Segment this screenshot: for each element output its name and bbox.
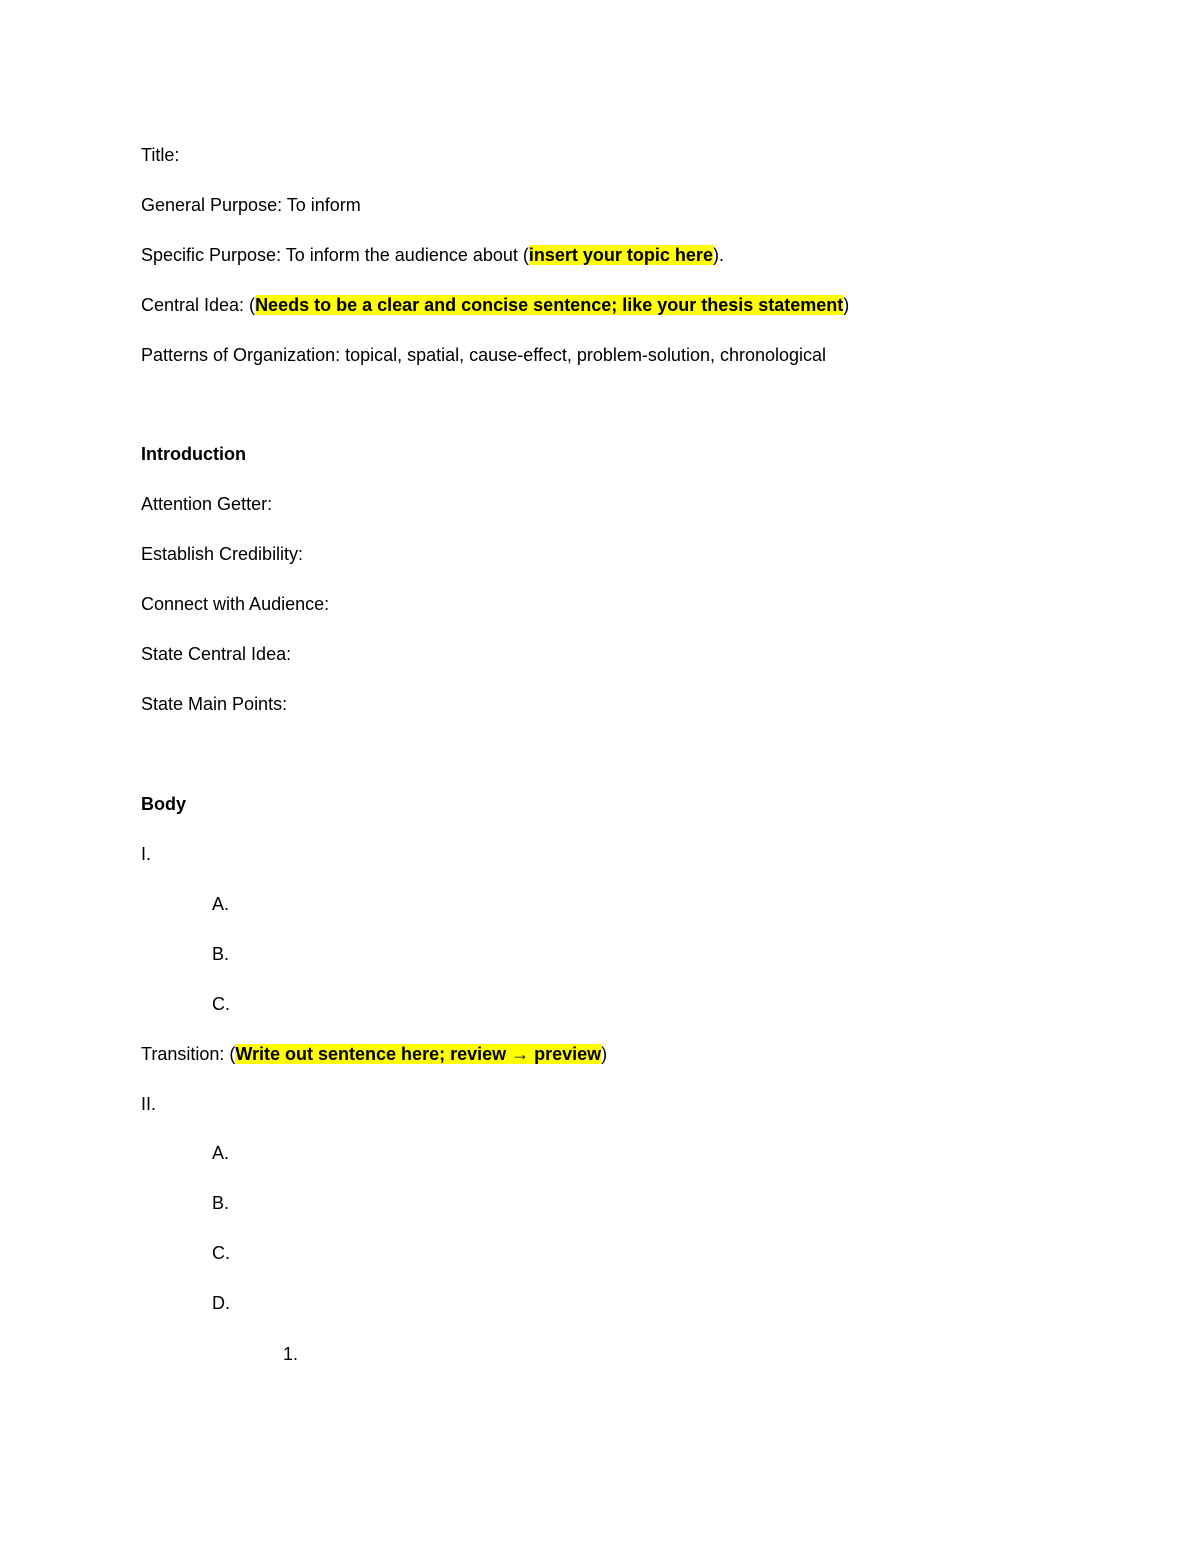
main-point-1-numeral: I.: [141, 844, 152, 864]
point-2-sub-a: A.: [212, 1143, 230, 1163]
central-idea: [141, 292, 849, 318]
point-2-sub-b: B.: [212, 1193, 230, 1213]
transition-suffix: ): [601, 1044, 608, 1064]
main-point-2-numeral: II.: [141, 1094, 157, 1114]
intro-item-state-central-idea: State Central Idea:: [141, 644, 292, 664]
general-purpose: General Purpose: To inform: [141, 195, 361, 215]
intro-item-state-main-points: State Main Points:: [141, 694, 288, 714]
specific-purpose-suffix: ).: [712, 245, 724, 265]
transition-highlight-part1: Write out sentence here; review: [235, 1044, 512, 1064]
central-idea-highlight: Needs to be a clear and concise sentence; like your thesis statement: [255, 295, 844, 315]
point-1-sub-c: C.: [212, 994, 230, 1014]
title-label: Title:: [141, 145, 180, 165]
right-arrow-icon: →: [511, 1044, 530, 1064]
point-2-sub-c: C.: [212, 1243, 230, 1263]
specific-purpose: [141, 242, 724, 268]
transition-highlight-part2: preview: [529, 1044, 602, 1064]
central-idea-suffix: ): [843, 295, 850, 315]
transition-label: Transition: (: [141, 1044, 236, 1064]
point-1-sub-a: A.: [212, 894, 230, 914]
point-1-sub-b: B.: [212, 944, 230, 964]
introduction-heading: Introduction: [141, 444, 246, 464]
intro-item-establish-credibility: Establish Credibility:: [141, 544, 304, 564]
specific-purpose-highlight: insert your topic here: [528, 245, 713, 265]
intro-item-connect-audience: Connect with Audience:: [141, 594, 330, 614]
body-heading: Body: [141, 794, 186, 814]
patterns-of-organization: Patterns of Organization: topical, spatial, cause-effect, problem-solution, chronological: [141, 345, 827, 365]
central-idea-prefix: Central Idea: (: [141, 295, 256, 315]
transition-line: [141, 1041, 607, 1067]
point-2-sub-d: D.: [212, 1293, 230, 1313]
intro-item-attention-getter: Attention Getter:: [141, 494, 273, 514]
transition-highlight: [235, 1044, 601, 1064]
point-2-d-item-1: 1.: [283, 1344, 299, 1364]
specific-purpose-prefix: Specific Purpose: To inform the audience about (: [141, 245, 529, 265]
